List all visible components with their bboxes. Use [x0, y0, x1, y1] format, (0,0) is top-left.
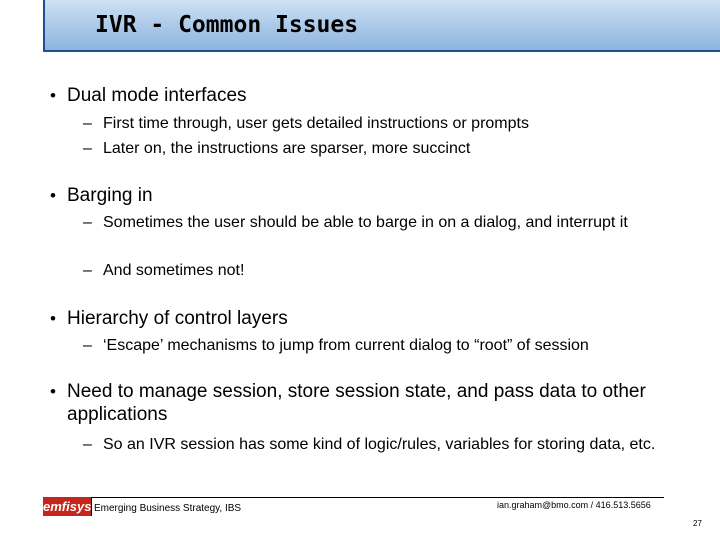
bullet-text: Need to manage session, store session state, and pass data to other applications: [67, 381, 646, 425]
dash-icon: –: [83, 436, 92, 453]
dash-icon: –: [83, 337, 92, 354]
bullet-text: Dual mode interfaces: [67, 85, 247, 106]
footer-vertical-divider: [91, 497, 92, 516]
slide-title: IVR - Common Issues: [95, 12, 359, 38]
bullet-icon: •: [50, 86, 56, 105]
footer-department: Emerging Business Strategy, IBS: [94, 503, 242, 514]
title-bar: [43, 0, 720, 52]
sub-bullet-text: And sometimes not!: [103, 262, 245, 279]
bullet-icon: •: [50, 186, 56, 205]
sub-bullet-text: So an IVR session has some kind of logic/rules, variables for storing data, etc.: [103, 436, 656, 453]
sub-bullet-text: ‘Escape’ mechanisms to jump from current dialog to “root” of session: [103, 337, 589, 354]
sub-bullet-text: Later on, the instructions are sparser, more succinct: [103, 140, 471, 157]
dash-icon: –: [83, 140, 92, 157]
footer-contact: ian.graham@bmo.com / 416.513.5656: [497, 500, 651, 510]
bullet-icon: •: [50, 309, 56, 328]
bullet-text: Hierarchy of control layers: [67, 308, 288, 329]
bullet-text: Barging in: [67, 185, 153, 206]
bullet-icon: •: [50, 382, 56, 401]
company-logo: emfisys: [43, 499, 92, 514]
dash-icon: –: [83, 214, 92, 231]
dash-icon: –: [83, 115, 92, 132]
footer-divider: [91, 497, 664, 498]
page-number: 27: [693, 519, 702, 528]
dash-icon: –: [83, 262, 92, 279]
sub-bullet-text: First time through, user gets detailed instructions or prompts: [103, 115, 529, 132]
sub-bullet-text: Sometimes the user should be able to barge in on a dialog, and interrupt it: [103, 214, 628, 231]
